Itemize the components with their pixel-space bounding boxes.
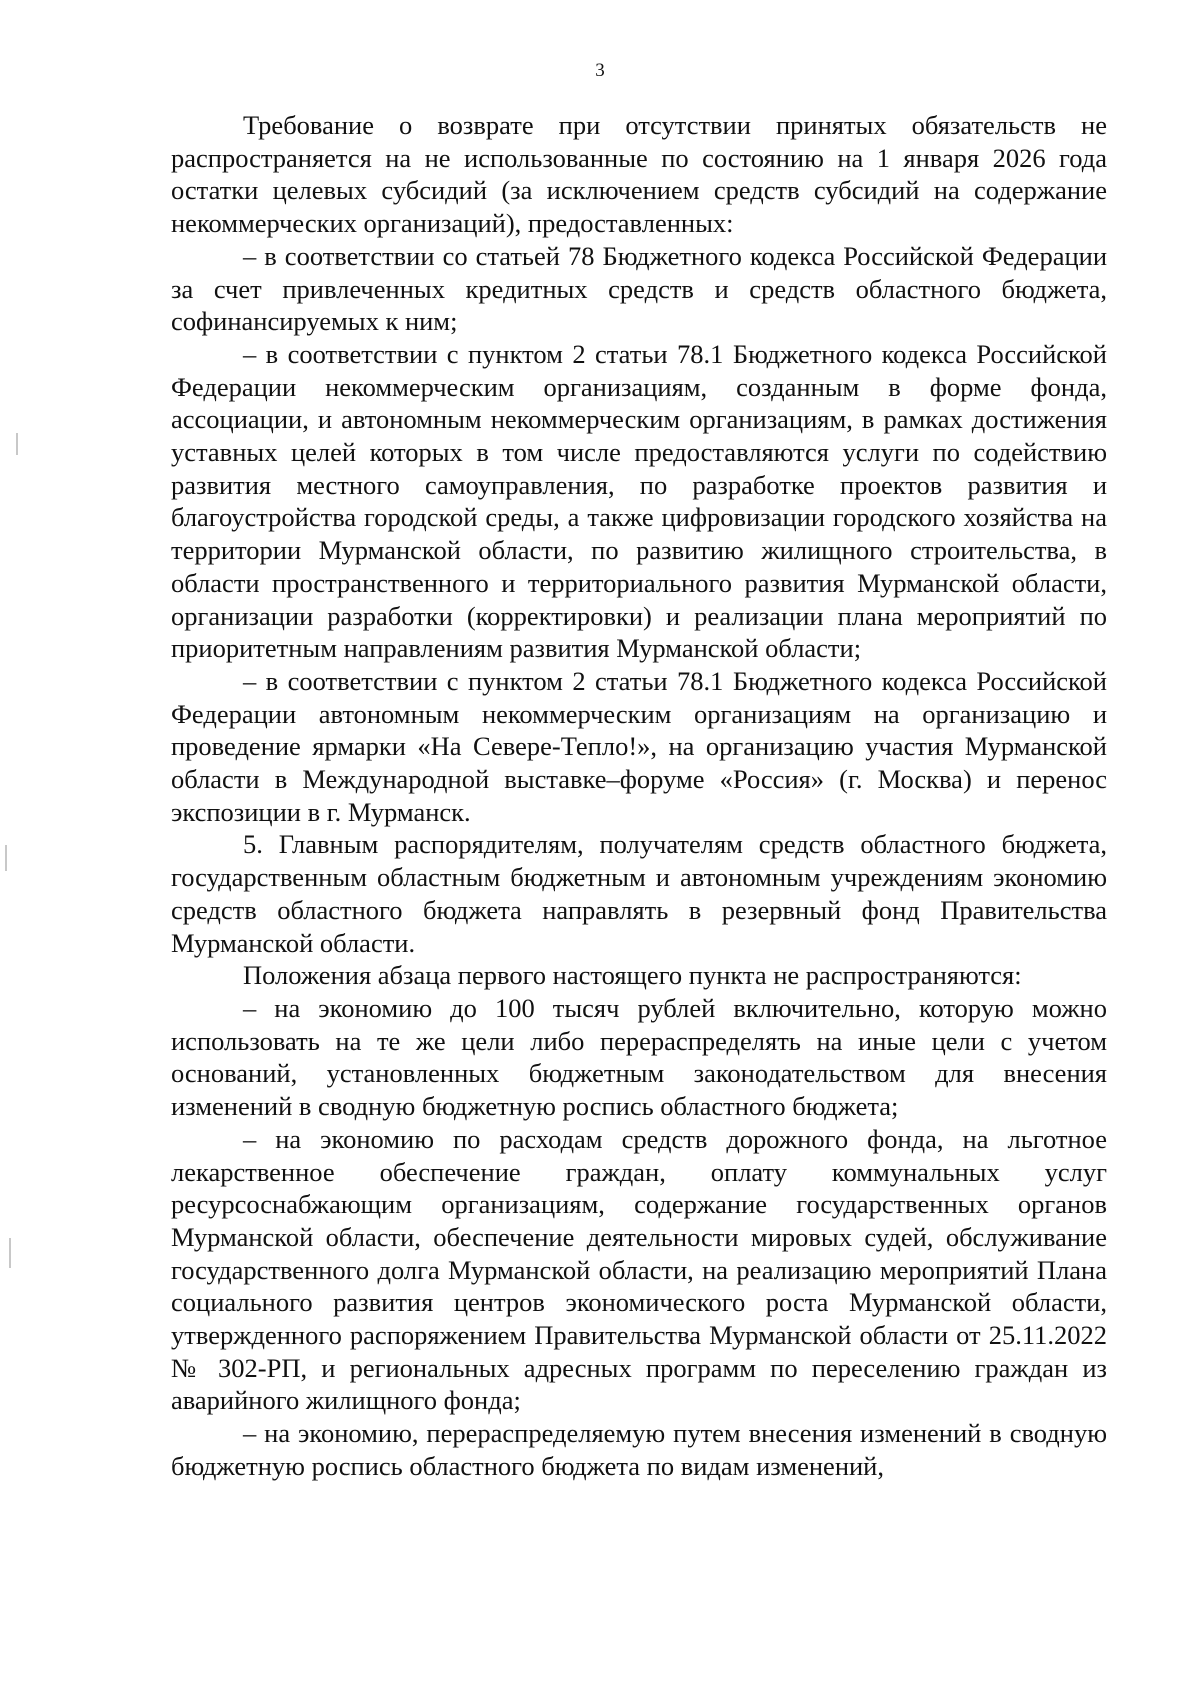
paragraph-return-requirement: Требование о возврате при отсутствии принятых обязательств не распространяется на не использованные по состоянию на 1 января 2026 года остатки целевых субсидий (за исключением средств субсидий на содержание некоммерческих организаций), предоставленных: [171, 110, 1107, 239]
list-item-article-78-1-fair: – в соответствии с пунктом 2 статьи 78.1 Бюджетного кодекса Российской Федерации автономным некоммерческим организациям на организацию и проведение ярмарки «На Севере-Тепло!», на организацию участия Мурманской области в Международной выставке–форуме «Россия» (г. Москва) и перенос экспозиции в г. Мурманск. [171, 665, 1107, 827]
document-body [171, 109, 1107, 1483]
list-item-savings-road-fund: – на экономию по расходам средств дорожного фонда, на льготное лекарственное обеспечение граждан, оплату коммунальных услуг ресурсоснабжающим организациям, содержание государственных органов Мурманской области, обеспечение деятельности мировых судей, обслуживание государственного долга Мурманской области, на реализацию мероприятий Плана социального развития центров экономического роста Мурманской области, утвержденного распоряжением Правительства Мурманской области от 25.11.2022 № 302-РП, и региональных адресных программ по переселению граждан из аварийного жилищного фонда; [171, 1123, 1107, 1416]
scan-artifact [5, 845, 7, 871]
scan-artifact [9, 1238, 11, 1268]
list-item-article-78-1-nonprofits: – в соответствии с пунктом 2 статьи 78.1 Бюджетного кодекса Российской Федерации некоммерческим организациям, созданным в форме фонда, ассоциации, и автономным некоммерческим организациям, в рамках достижения уставных целей которых в том числе предоставляются услуги по содействию развития местного самоуправления, по разработке проектов развития и благоустройства городской среды, а также цифровизации городского хозяйства на территории Мурманской области, по развитию жилищного строительства, в области пространственного и территориального развития Мурманской области, организации разработки (корректировки) и реализации плана мероприятий по приоритетным направлениям развития Мурманской области; [171, 338, 1107, 664]
list-item-article-78: – в соответствии со статьей 78 Бюджетного кодекса Российской Федерации за счет привлеченных кредитных средств и средств областного бюджета, софинансируемых к ним; [171, 240, 1107, 337]
page-number: 3 [595, 60, 605, 81]
scan-artifact [16, 433, 18, 455]
list-item-savings-100k: – на экономию до 100 тысяч рублей включительно, которую можно использовать на те же цели либо перераспределять на иные цели с учетом оснований, установленных бюджетным законодательством для внесения изменений в сводную бюджетную роспись областного бюджета; [171, 992, 1107, 1122]
paragraph-item-5: 5. Главным распорядителям, получателям средств областного бюджета, государственным областным бюджетным и автономным учреждениям экономию средств областного бюджета направлять в резервный фонд Правительства Мурманской области. [171, 829, 1107, 958]
list-item-savings-redistribution: – на экономию, перераспределяемую путем внесения изменений в сводную бюджетную роспись областного бюджета по видам изменений, [171, 1418, 1107, 1481]
paragraph-exceptions-intro: Положения абзаца первого настоящего пункта не распространяются: [243, 960, 1022, 991]
